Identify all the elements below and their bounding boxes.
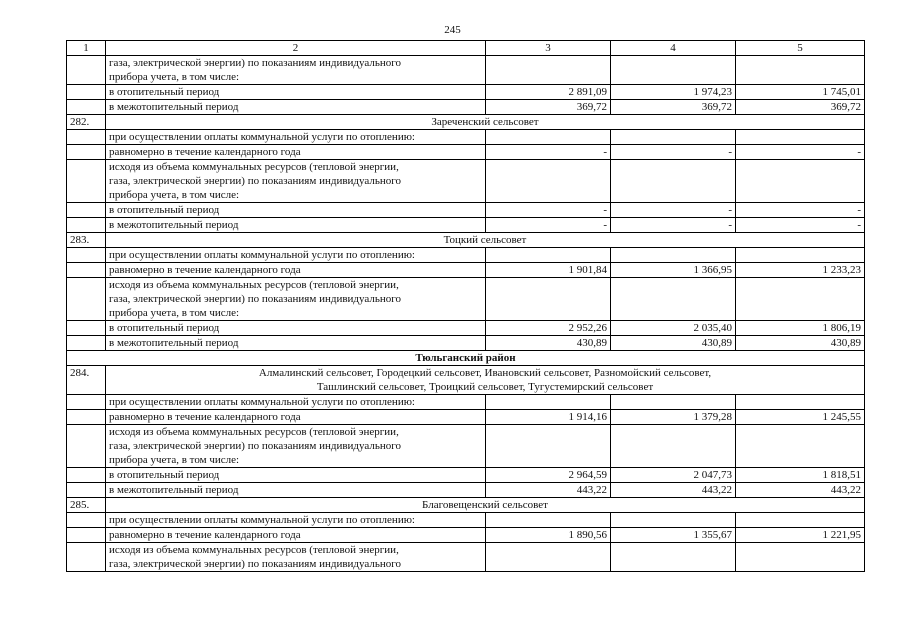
value-col5: - xyxy=(736,203,865,218)
section-row xyxy=(67,115,865,130)
empty-cell xyxy=(736,543,865,572)
district-row xyxy=(67,351,865,366)
value-col4: 1 355,67 xyxy=(611,528,736,543)
empty-cell xyxy=(611,56,736,85)
value-col3: 1 914,16 xyxy=(486,410,611,425)
column-header: 3 xyxy=(486,41,611,56)
value-col3: 1 890,56 xyxy=(486,528,611,543)
empty-cell xyxy=(611,425,736,468)
table-row xyxy=(67,85,865,100)
index-cell xyxy=(67,278,106,321)
empty-cell xyxy=(486,543,611,572)
empty-cell xyxy=(486,130,611,145)
value-col3: 1 901,84 xyxy=(486,263,611,278)
row-description xyxy=(106,130,486,145)
description-line: газа, электрической энергии) по показаниям индивидуального xyxy=(109,558,401,570)
table-row xyxy=(67,145,865,160)
description-line: исходя из объема коммунальных ресурсов (тепловой энергии, xyxy=(109,544,399,556)
index-cell xyxy=(67,410,106,425)
table-row xyxy=(67,410,865,425)
row-label: равномерно в течение календарного года xyxy=(106,528,486,543)
section-title xyxy=(106,498,865,513)
value-col4: 443,22 xyxy=(611,483,736,498)
table-row xyxy=(67,203,865,218)
index-cell xyxy=(67,160,106,203)
value-col4: 1 974,23 xyxy=(611,85,736,100)
value-col4: 2 047,73 xyxy=(611,468,736,483)
row-label: в межотопительный период xyxy=(106,336,486,351)
column-header: 2 xyxy=(106,41,486,56)
value-col5: 1 233,23 xyxy=(736,263,865,278)
index-cell xyxy=(67,513,106,528)
empty-cell xyxy=(486,395,611,410)
empty-cell xyxy=(736,248,865,263)
empty-cell xyxy=(736,278,865,321)
description-line: газа, электрической энергии) по показаниям индивидуального xyxy=(109,293,401,305)
value-col4: 2 035,40 xyxy=(611,321,736,336)
index-cell xyxy=(67,425,106,468)
value-col4: 1 366,95 xyxy=(611,263,736,278)
row-description xyxy=(106,543,486,572)
value-col3: 2 891,09 xyxy=(486,85,611,100)
row-description xyxy=(106,160,486,203)
value-col4: 430,89 xyxy=(611,336,736,351)
section-title-line: Ташлинский сельсовет, Троицкий сельсовет, Тугустемирский сельсовет xyxy=(316,381,654,393)
index-cell xyxy=(67,483,106,498)
index-cell xyxy=(67,528,106,543)
empty-cell xyxy=(736,56,865,85)
index-cell xyxy=(67,203,106,218)
description-line: прибора учета, в том числе: xyxy=(109,454,240,466)
value-col5: 1 745,01 xyxy=(736,85,865,100)
value-col5: 1 818,51 xyxy=(736,468,865,483)
section-title-line: Тоцкий сельсовет xyxy=(443,234,527,246)
description-line: при осуществлении оплаты коммунальной услуги по отоплению: xyxy=(109,249,415,261)
table-row xyxy=(67,321,865,336)
index-cell xyxy=(67,321,106,336)
value-col5: - xyxy=(736,145,865,160)
index-cell xyxy=(67,85,106,100)
description-row xyxy=(67,395,865,410)
row-label: в межотопительный период xyxy=(106,218,486,233)
empty-cell xyxy=(736,513,865,528)
table-row xyxy=(67,263,865,278)
index-cell xyxy=(67,145,106,160)
value-col5: 1 221,95 xyxy=(736,528,865,543)
section-number: 285. xyxy=(67,498,106,513)
description-row xyxy=(67,543,865,572)
empty-cell xyxy=(486,278,611,321)
description-line: прибора учета, в том числе: xyxy=(109,307,240,319)
index-cell xyxy=(67,218,106,233)
tariff-table xyxy=(66,40,865,572)
row-description xyxy=(106,395,486,410)
value-col4: 1 379,28 xyxy=(611,410,736,425)
index-cell xyxy=(67,56,106,85)
index-cell xyxy=(67,248,106,263)
index-cell xyxy=(67,395,106,410)
row-description xyxy=(106,278,486,321)
value-col5: 443,22 xyxy=(736,483,865,498)
row-label: в отопительный период xyxy=(106,321,486,336)
value-col3: 2 952,26 xyxy=(486,321,611,336)
section-title-line: Алмалинский сельсовет, Городецкий сельсовет, Ивановский сельсовет, Разномойский сельсовет, xyxy=(258,367,712,379)
description-line: газа, электрической энергии) по показаниям индивидуального xyxy=(109,57,401,69)
description-row xyxy=(67,248,865,263)
empty-cell xyxy=(486,425,611,468)
empty-cell xyxy=(611,248,736,263)
empty-cell xyxy=(736,425,865,468)
row-label: в отопительный период xyxy=(106,203,486,218)
value-col4: 369,72 xyxy=(611,100,736,115)
empty-cell xyxy=(736,160,865,203)
row-description xyxy=(106,425,486,468)
section-row xyxy=(67,233,865,248)
table-row xyxy=(67,483,865,498)
description-row xyxy=(67,130,865,145)
description-line: газа, электрической энергии) по показаниям индивидуального xyxy=(109,440,401,452)
row-label: равномерно в течение календарного года xyxy=(106,145,486,160)
empty-cell xyxy=(611,130,736,145)
district-title: Тюльганский район xyxy=(67,351,865,366)
row-label: равномерно в течение календарного года xyxy=(106,263,486,278)
index-cell xyxy=(67,336,106,351)
section-title xyxy=(106,233,865,248)
description-line: прибора учета, в том числе: xyxy=(109,71,240,83)
section-title-line: Зареченский сельсовет xyxy=(431,116,539,128)
description-line: при осуществлении оплаты коммунальной услуги по отоплению: xyxy=(109,396,415,408)
empty-cell xyxy=(611,513,736,528)
value-col3: - xyxy=(486,203,611,218)
empty-cell xyxy=(486,160,611,203)
description-row xyxy=(67,513,865,528)
index-cell xyxy=(67,130,106,145)
table-row xyxy=(67,468,865,483)
empty-cell xyxy=(486,56,611,85)
column-header: 5 xyxy=(736,41,865,56)
section-title-line: Благовещенский сельсовет xyxy=(422,499,548,511)
value-col5: 430,89 xyxy=(736,336,865,351)
row-description xyxy=(106,56,486,85)
description-line: газа, электрической энергии) по показаниям индивидуального xyxy=(109,175,401,187)
section-row xyxy=(67,498,865,513)
description-line: исходя из объема коммунальных ресурсов (тепловой энергии, xyxy=(109,161,399,173)
section-title xyxy=(106,366,865,395)
row-label: равномерно в течение календарного года xyxy=(106,410,486,425)
empty-cell xyxy=(611,278,736,321)
empty-cell xyxy=(611,395,736,410)
section-row xyxy=(67,366,865,395)
description-row xyxy=(67,56,865,85)
value-col4: - xyxy=(611,218,736,233)
index-cell xyxy=(67,263,106,278)
description-row xyxy=(67,425,865,468)
row-description xyxy=(106,513,486,528)
description-line: исходя из объема коммунальных ресурсов (тепловой энергии, xyxy=(109,426,399,438)
index-cell xyxy=(67,468,106,483)
description-row xyxy=(67,278,865,321)
row-label: в межотопительный период xyxy=(106,483,486,498)
section-number: 282. xyxy=(67,115,106,130)
value-col3: 443,22 xyxy=(486,483,611,498)
value-col3: 369,72 xyxy=(486,100,611,115)
value-col4: - xyxy=(611,145,736,160)
empty-cell xyxy=(486,513,611,528)
row-label: в межотопительный период xyxy=(106,100,486,115)
empty-cell xyxy=(611,543,736,572)
empty-cell xyxy=(736,395,865,410)
table-header-row xyxy=(67,41,865,56)
empty-cell xyxy=(736,130,865,145)
table-row xyxy=(67,528,865,543)
page-number: 245 xyxy=(444,24,461,36)
column-header: 1 xyxy=(67,41,106,56)
value-col4: - xyxy=(611,203,736,218)
table-row xyxy=(67,100,865,115)
description-line: прибора учета, в том числе: xyxy=(109,189,240,201)
empty-cell xyxy=(611,160,736,203)
index-cell xyxy=(67,100,106,115)
value-col5: - xyxy=(736,218,865,233)
section-title xyxy=(106,115,865,130)
empty-cell xyxy=(486,248,611,263)
row-description xyxy=(106,248,486,263)
value-col3: 430,89 xyxy=(486,336,611,351)
value-col3: 2 964,59 xyxy=(486,468,611,483)
value-col5: 1 245,55 xyxy=(736,410,865,425)
value-col3: - xyxy=(486,218,611,233)
table-row xyxy=(67,218,865,233)
row-label: в отопительный период xyxy=(106,85,486,100)
description-row xyxy=(67,160,865,203)
row-label: в отопительный период xyxy=(106,468,486,483)
column-header: 4 xyxy=(611,41,736,56)
value-col5: 369,72 xyxy=(736,100,865,115)
index-cell xyxy=(67,543,106,572)
value-col3: - xyxy=(486,145,611,160)
table-row xyxy=(67,336,865,351)
description-line: при осуществлении оплаты коммунальной услуги по отоплению: xyxy=(109,131,415,143)
description-line: при осуществлении оплаты коммунальной услуги по отоплению: xyxy=(109,514,415,526)
section-number: 284. xyxy=(67,366,106,395)
description-line: исходя из объема коммунальных ресурсов (тепловой энергии, xyxy=(109,279,399,291)
value-col5: 1 806,19 xyxy=(736,321,865,336)
section-number: 283. xyxy=(67,233,106,248)
